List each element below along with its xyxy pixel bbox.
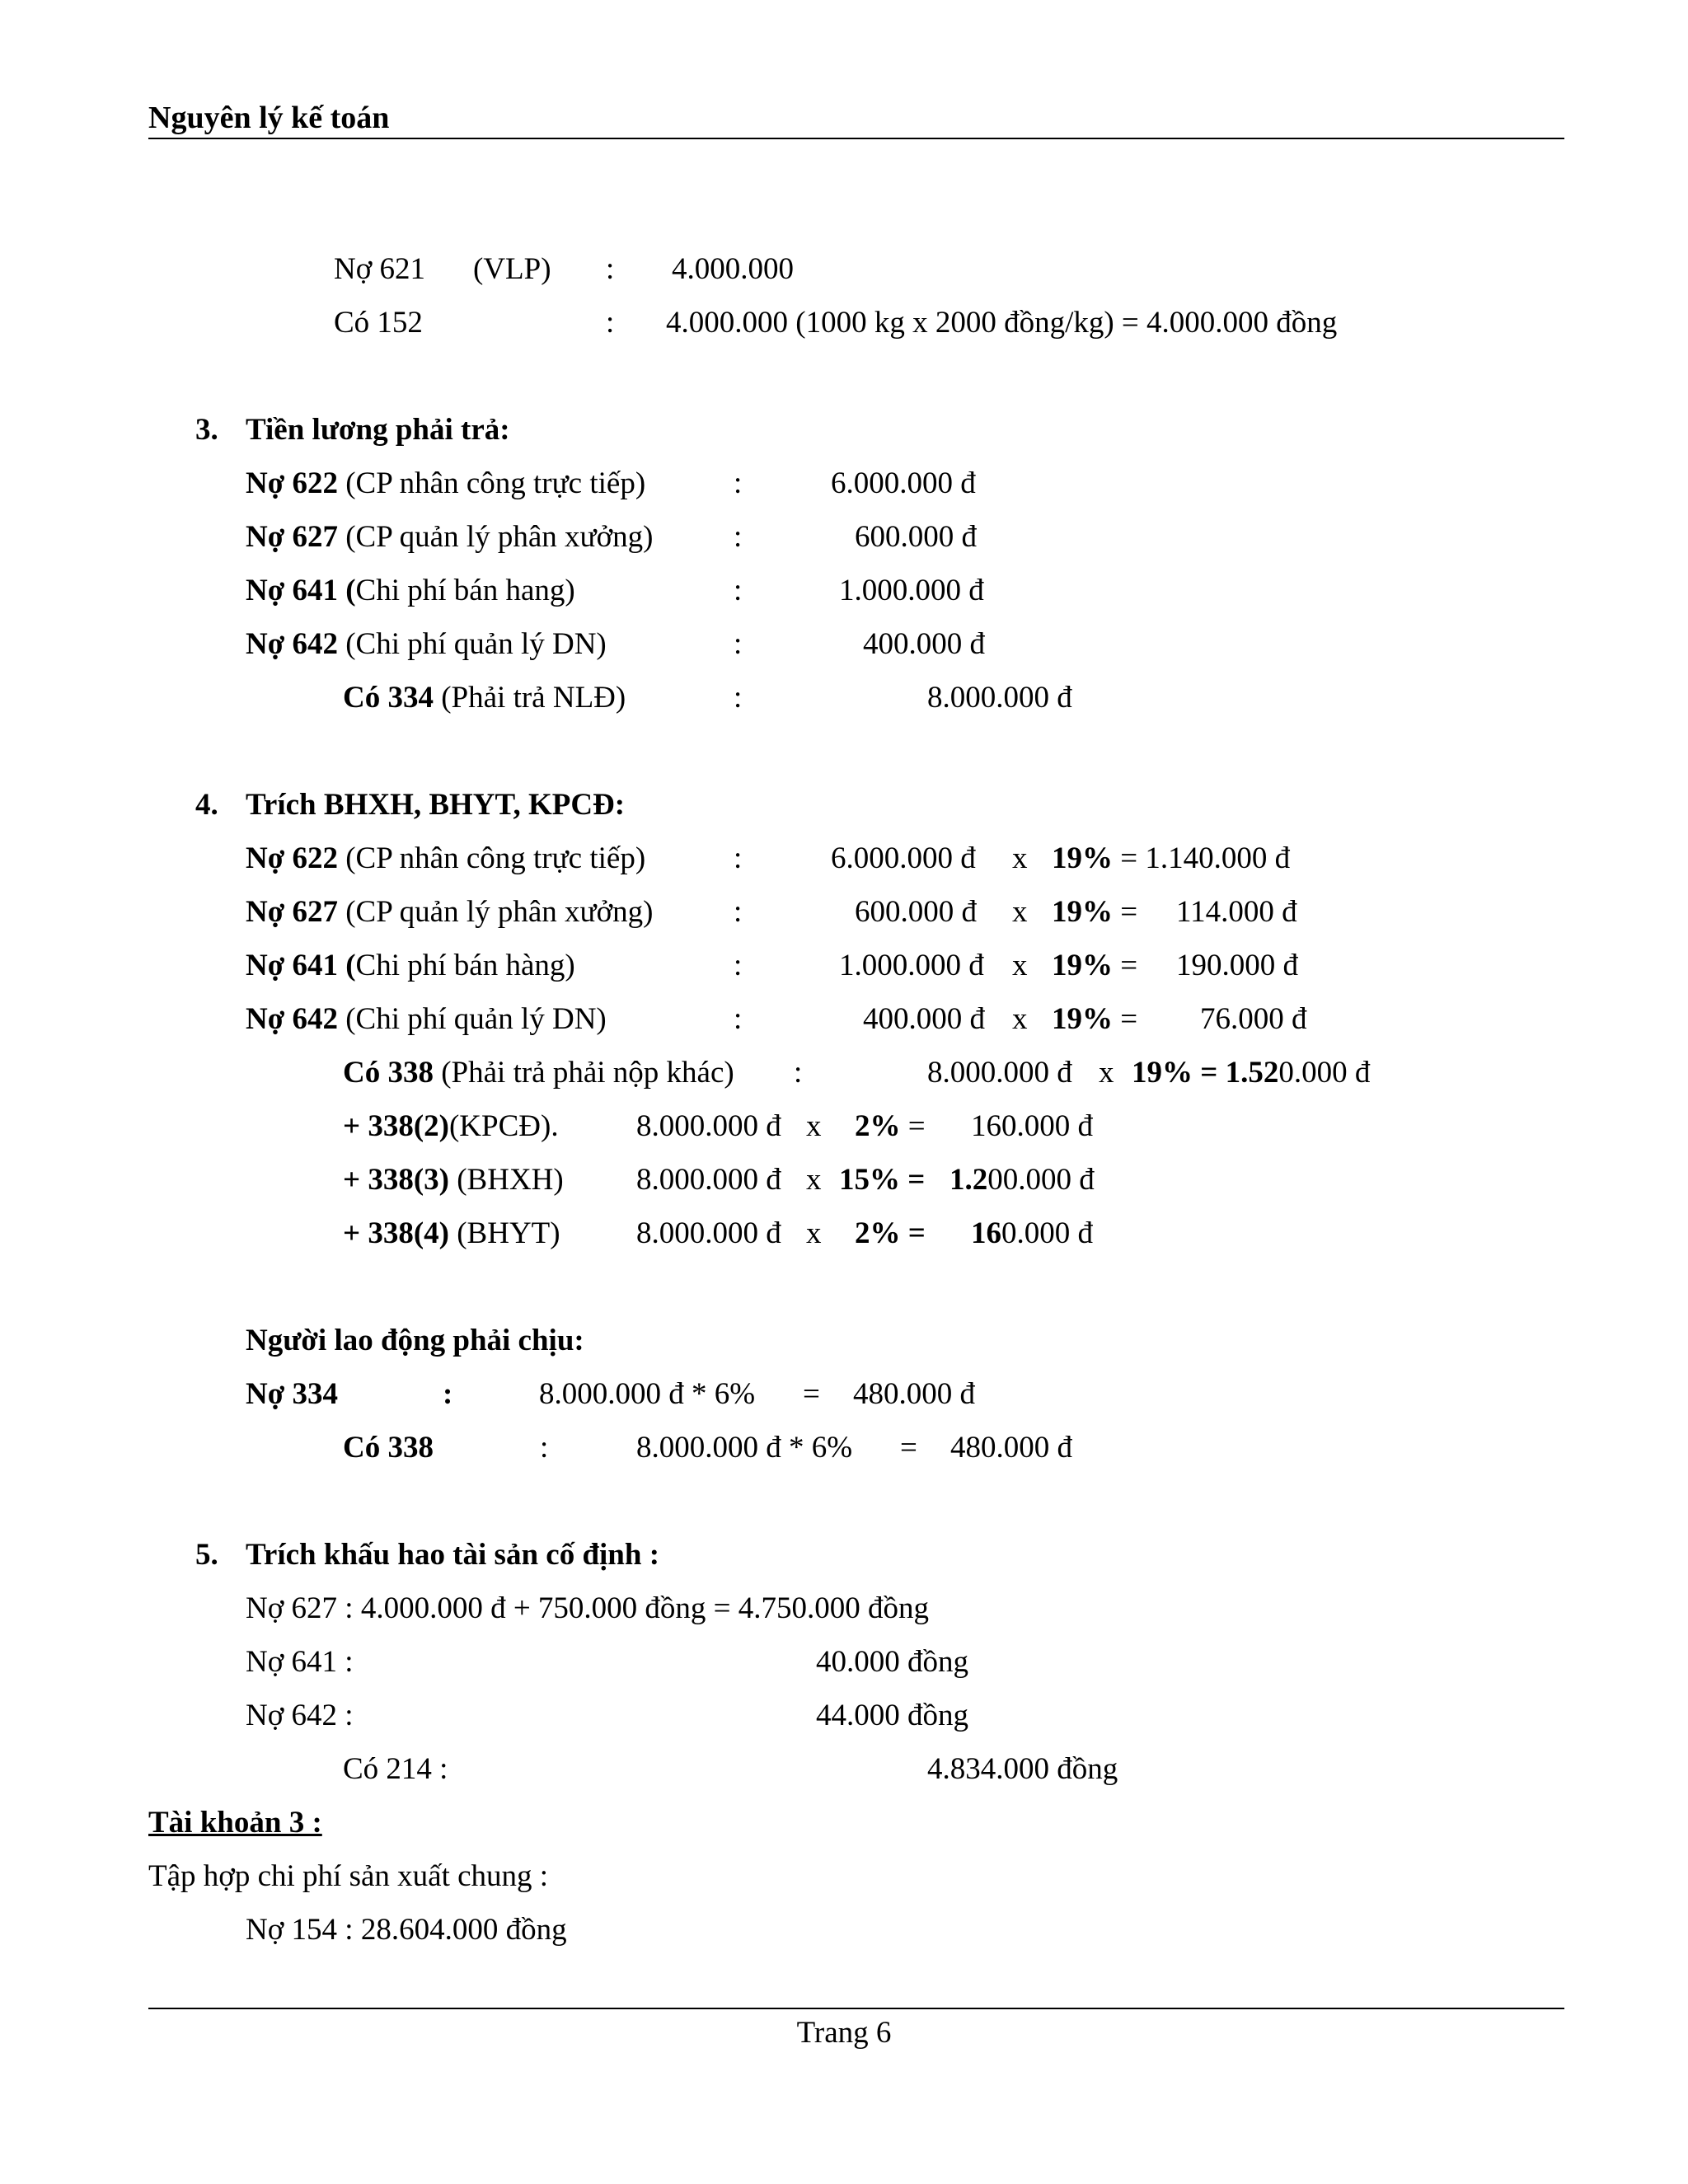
entry-times: x	[806, 1216, 822, 1250]
entry-row-credit: Có 338 (Phải trả phải nộp khác)	[343, 1056, 734, 1090]
entry-acct: Có 214 :	[343, 1752, 448, 1786]
entry-line: Nợ 627 : 4.000.000 đ + 750.000 đồng = 4.750.000 đồng	[246, 1591, 930, 1625]
entry-colon: :	[734, 574, 743, 607]
entry-row: Nợ 642 (Chi phí quản lý DN)	[246, 1002, 607, 1036]
page-number: Trang 6	[796, 2016, 892, 2050]
entry-colon: :	[734, 681, 743, 715]
section-title: Trích BHXH, BHYT, KPCĐ:	[246, 788, 626, 822]
entry-result: 19% = 1.140.000 đ	[1052, 841, 1291, 875]
section-number: 4.	[195, 788, 218, 822]
entry-amount: 400.000 đ	[863, 627, 985, 661]
entry-colon: :	[734, 466, 743, 500]
entry-base: 8.000.000 đ	[636, 1163, 781, 1197]
section-title: Tiền lương phải trả:	[246, 413, 510, 447]
entry-eq: =	[900, 1431, 917, 1465]
entry-expr: 8.000.000 đ * 6%	[636, 1431, 853, 1465]
entry-colon: :	[443, 1377, 453, 1411]
entry-base: 8.000.000 đ	[927, 1056, 1072, 1090]
entry-times: x	[806, 1109, 822, 1143]
entry-pct: 19% =	[1052, 949, 1138, 982]
entry-colon: :	[734, 841, 743, 875]
entry-amount: 4.000.000 (1000 kg x 2000 đồng/kg) = 4.000.000 đồng	[666, 306, 1338, 340]
account-entry: Nợ 154 : 28.604.000 đồng	[246, 1913, 567, 1947]
entry-pct: 2% =	[855, 1109, 926, 1143]
entry-acct: Nợ 642 :	[246, 1699, 354, 1732]
entry-result: 76.000 đ	[1200, 1002, 1307, 1036]
header-rule	[148, 138, 1564, 139]
section-title: Trích khấu hao tài sản cố định :	[246, 1538, 660, 1572]
entry-times: x	[1012, 949, 1028, 982]
entry-expr: 8.000.000 đ * 6%	[539, 1377, 756, 1411]
entry-times: x	[1012, 895, 1028, 929]
entry-colon: :	[794, 1056, 803, 1090]
entry-row-credit-152: Có 152	[334, 306, 423, 340]
entry-base: 6.000.000 đ	[831, 841, 976, 875]
entry-times: x	[1012, 841, 1028, 875]
entry-row: Nợ 641 (Chi phí bán hang)	[246, 574, 575, 607]
entry-colon: :	[606, 306, 615, 340]
account-line: Tập hợp chi phí sản xuất chung :	[148, 1859, 549, 1893]
entry-times: x	[1099, 1056, 1114, 1090]
entry-row: Nợ 622 (CP nhân công trực tiếp)	[246, 841, 646, 875]
entry-colon: :	[606, 252, 615, 286]
entry-row: Nợ 627 (CP quản lý phân xưởng)	[246, 895, 654, 929]
entry-row: Nợ 642 (Chi phí quản lý DN)	[246, 627, 607, 661]
entry-result: 114.000 đ	[1176, 895, 1297, 929]
section-number: 3.	[195, 413, 218, 447]
entry-colon: :	[734, 627, 743, 661]
sub-entry: + 338(2)(KPCĐ).	[343, 1109, 559, 1143]
entry-row: Nợ 622 (CP nhân công trực tiếp)	[246, 466, 646, 500]
entry-acct: Nợ 641 :	[246, 1645, 354, 1679]
entry-pct: 19% =	[1052, 1002, 1138, 1036]
entry-acct: Có 338	[343, 1431, 434, 1465]
entry-result: 160.000 đ	[971, 1216, 1093, 1250]
entry-row: Nợ 627 (CP quản lý phân xưởng)	[246, 520, 654, 554]
entry-amount: 4.000.000	[672, 252, 794, 286]
account-heading: Tài khoản 3 :	[148, 1806, 322, 1840]
entry-times: x	[1012, 1002, 1028, 1036]
entry-amount: 4.834.000 đồng	[927, 1752, 1118, 1786]
sub-entry: + 338(4) (BHYT)	[343, 1216, 560, 1250]
entry-amount: 6.000.000 đ	[831, 466, 976, 500]
entry-base: 400.000 đ	[863, 1002, 985, 1036]
entry-note: (VLP)	[473, 252, 551, 286]
entry-pct: 19% =	[1052, 895, 1138, 929]
entry-base: 1.000.000 đ	[839, 949, 984, 982]
entry-colon: :	[540, 1431, 549, 1465]
entry-result: 19% = 1.520.000 đ	[1132, 1056, 1371, 1090]
entry-amount: 44.000 đồng	[816, 1699, 968, 1732]
footer-rule	[148, 2008, 1564, 2009]
entry-colon: :	[734, 520, 743, 554]
entry-row-credit: Có 334 (Phải trả NLĐ)	[343, 681, 626, 715]
entry-result: 480.000 đ	[853, 1377, 975, 1411]
entry-eq: =	[803, 1377, 820, 1411]
entry-colon: :	[734, 895, 743, 929]
entry-base: 8.000.000 đ	[636, 1216, 781, 1250]
entry-base: 8.000.000 đ	[636, 1109, 781, 1143]
entry-amount: 8.000.000 đ	[927, 681, 1072, 715]
entry-result: 160.000 đ	[971, 1109, 1093, 1143]
entry-result: 190.000 đ	[1176, 949, 1298, 982]
entry-row-debit-621: Nợ 621	[334, 252, 426, 286]
entry-row: Nợ 641 (Chi phí bán hàng)	[246, 949, 575, 982]
entry-colon: :	[734, 949, 743, 982]
entry-acct: Nợ 334	[246, 1377, 338, 1411]
entry-pct: 2% =	[855, 1216, 926, 1250]
entry-amount: 1.000.000 đ	[839, 574, 984, 607]
subsection-title: Người lao động phải chịu:	[246, 1324, 584, 1357]
entry-amount: 40.000 đồng	[816, 1645, 968, 1679]
sub-entry: + 338(3) (BHXH)	[343, 1163, 564, 1197]
section-number: 5.	[195, 1538, 218, 1572]
entry-result: 480.000 đ	[950, 1431, 1072, 1465]
document-header-title: Nguyên lý kế toán	[148, 101, 390, 135]
entry-pct: 15% =	[839, 1163, 926, 1197]
entry-amount: 600.000 đ	[855, 520, 977, 554]
entry-times: x	[806, 1163, 822, 1197]
entry-base: 600.000 đ	[855, 895, 977, 929]
entry-colon: :	[734, 1002, 743, 1036]
entry-result: 1.200.000 đ	[950, 1163, 1095, 1197]
